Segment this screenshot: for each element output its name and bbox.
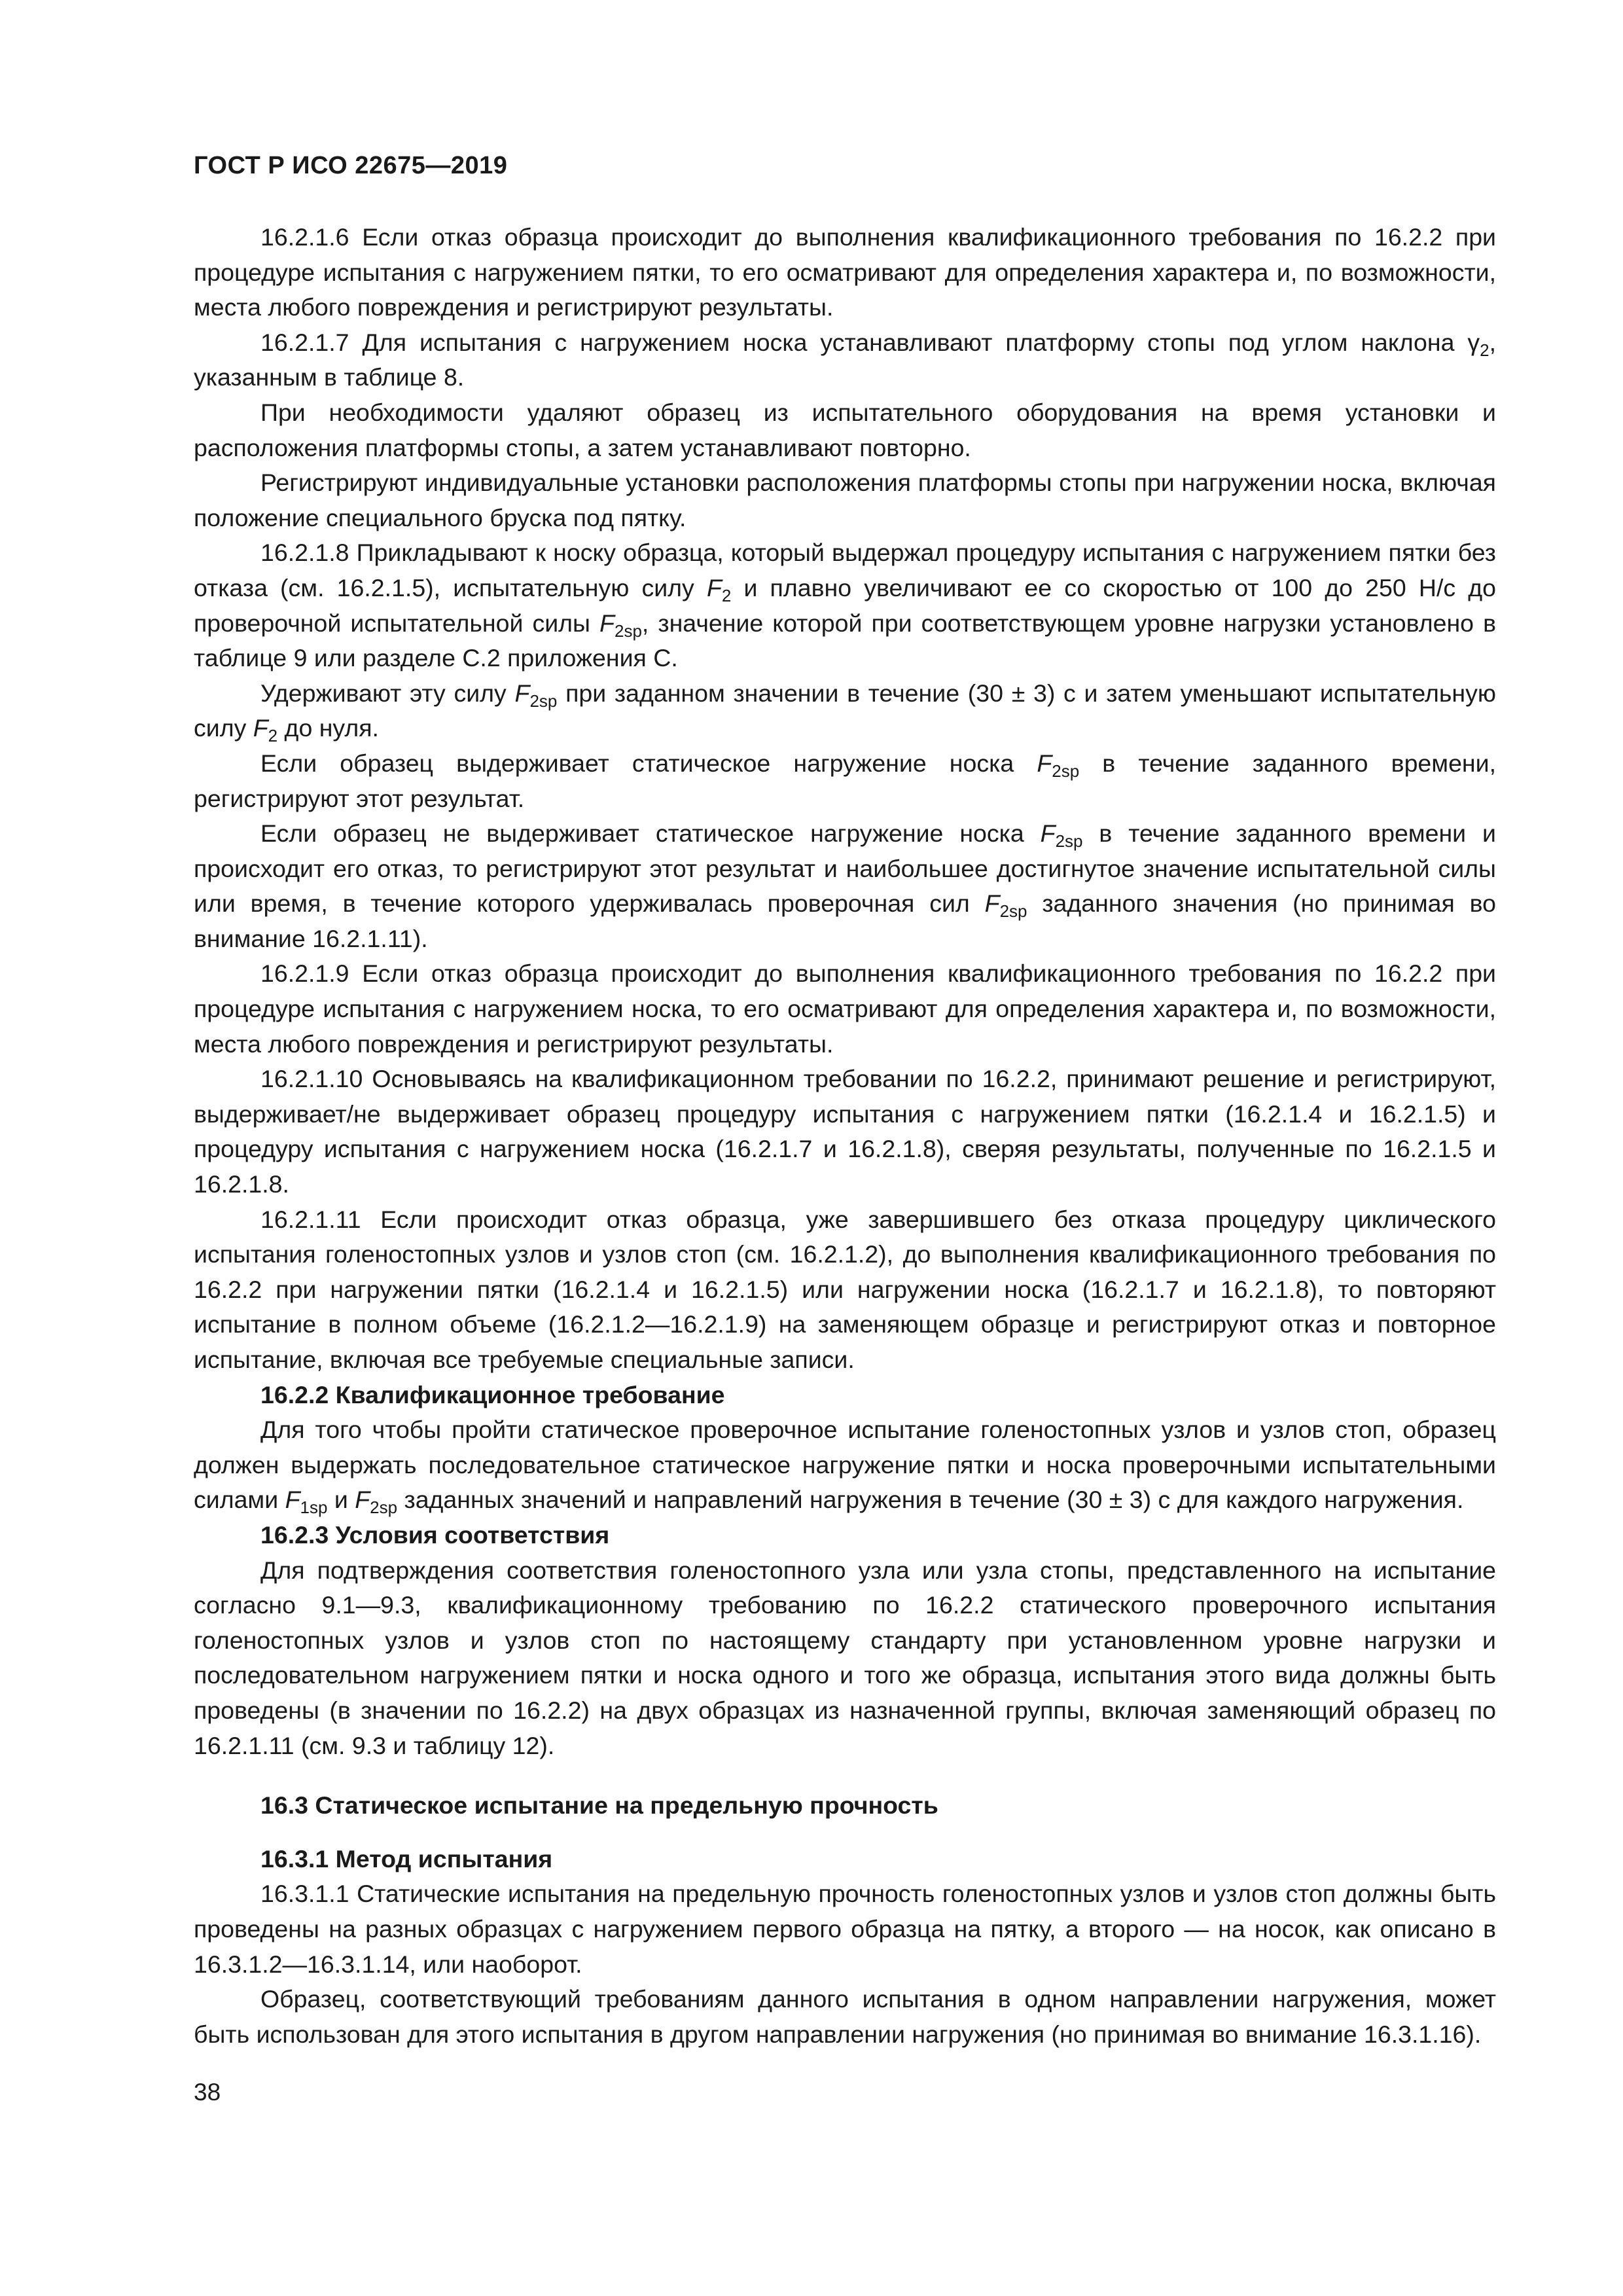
heading-16-3: 16.3 Статическое испытание на предельную прочность xyxy=(260,1791,938,1820)
heading-16-3-1: 16.3.1 Метод испытания xyxy=(260,1844,553,1873)
document-body xyxy=(194,220,1496,2052)
paragraph-specimen-passes: Если образец выдерживает статическое нагружение носка $F_{2sp}$ в течение заданного времени, регистрируют этот результат. xyxy=(194,749,1496,812)
paragraph-16-2-1-6: 16.2.1.6 Если отказ образца происходит до выполнения квалификационного требования по 16.2.2 при процедуре испытания с нагружением пятки, то его осматривают для определения характера и, по возможности, места любого повреждения и регистрируют результаты. xyxy=(194,223,1496,321)
document-header: ГОСТ Р ИСО 22675—2019 xyxy=(194,152,508,179)
paragraph-16-2-1-10: 16.2.1.10 Основываясь на квалификационном требовании по 16.2.2, принимают решение и регистрируют, выдерживает/не выдерживает образец процедуру испытания с нагружением пятки (16.2.1.4 и 16.2.1.5) и процедуру испытания с нагружением носка (16.2.1.7 и 16.2.1.8), сверяя результаты, полученные по 16.2.1.5 и 16.2.1.8. xyxy=(194,1065,1496,1198)
paragraph-16-3-1-1: 16.3.1.1 Статические испытания на предельную прочность голеностопных узлов и узлов стоп должны быть проведены на разных образцах с нагружением первого образца на пятку, а второго — на носок, как описано в 16.3.1.2—16.3.1.14, или наоборот. xyxy=(194,1880,1496,1978)
paragraph-16-2-1-9: 16.2.1.9 Если отказ образца происходит до выполнения квалификационного требования по 16.2.2 при процедуре испытания с нагружением носка, то его осматривают для определения характера и, по возможности, места любого повреждения и регистрируют результаты. xyxy=(194,960,1496,1058)
paragraph-conformity-conditions: Для подтверждения соответствия голеностопного узла или узла стопы, представленного на испытание согласно 9.1—9.3, квалификационному требованию по 16.2.2 статического проверочного испытания голеностопных узлов и узлов стоп по настоящему стандарту при установленном уровне нагрузки и последовательном нагружением пятки и носка одного и того же образца, испытания этого вида должны быть проведены (в значении по 16.2.2) на двух образцах из назначенной группы, включая заменяющий образец по 16.2.1.11 (см. 9.3 и таблицу 12). xyxy=(194,1556,1496,1759)
heading-16-2-2: 16.2.2 Квалификационное требование xyxy=(260,1380,725,1408)
page-number: 38 xyxy=(194,2079,221,2106)
paragraph-specimen-reuse: Образец, соответствующий требованиям данного испытания в одном направлении нагружения, может быть использован для этого испытания в другом направлении нагружения (но принимая во внимание 16.3.1.16). xyxy=(194,1985,1496,2048)
paragraph-register-settings: Регистрируют индивидуальные установки расположения платформы стопы при нагружении носка, включая положение специального бруска под пятку. xyxy=(194,469,1496,531)
paragraph-qualification-requirement: Для того чтобы пройти статическое проверочное испытание голеностопных узлов и узлов стоп, образец должен выдержать последовательное статическое нагружение пятки и носка проверочными испытательными силами $F_{1sp}$ и $F_{2sp}$ заданных значений и направлений нагружения в течение (30 ± 3) с для каждого нагружения. xyxy=(194,1416,1496,1518)
paragraph-hold-force: Удерживают эту силу $F_{2sp}$ при заданном значении в течение (30 ± 3) с и затем уменьшают испытательную силу $F_2$ до нуля. xyxy=(194,679,1497,746)
heading-16-2-3: 16.2.3 Условия соответствия xyxy=(260,1520,610,1549)
paragraph-specimen-fails: Если образец не выдерживает статическое нагружение носка $F_{2sp}$ в течение заданного времени и происходит его отказ, то регистрируют этот результат и наибольшее достигнутое значение испытательной силы или время, в течение которого удерживалась проверочная сил $F_{2sp}$ заданного значения (но принимая во внимание 16.2.1.11). xyxy=(194,819,1496,952)
paragraph-16-2-1-11: 16.2.1.11 Если происходит отказ образца, уже завершившего без отказа процедуру циклического испытания голеностопных узлов и узлов стоп (см. 16.2.1.2), до выполнения квалификационного требования по 16.2.2 при нагружении пятки (16.2.1.4 и 16.2.1.5) или нагружении носка (16.2.1.7 и 16.2.1.8), то повторяют испытание в полном объеме (16.2.1.2—16.2.1.9) на заменяющем образце и регистрируют отказ и повторное испытание, включая все требуемые специальные записи. xyxy=(194,1205,1496,1373)
paragraph-remove-specimen: При необходимости удаляют образец из испытательного оборудования на время установки и расположения платформы стопы, а затем устанавливают повторно. xyxy=(194,398,1496,461)
paragraph-16-2-1-8: 16.2.1.8 Прикладывают к носку образца, который выдержал процедуру испытания с нагружением пятки без отказа (см. 16.2.1.5), испытательную силу $F_2$ и плавно увеличивают ее со скоростью от 100 до 250 Н/с до проверочной испытательной силы $F_{2sp}$, значение которой при соответствующем уровне нагрузки установлено в таблице 9 или разделе С.2 приложения С. xyxy=(194,539,1497,672)
paragraph-16-2-1-7: 16.2.1.7 Для испытания с нагружением носка устанавливают платформу стопы под углом наклона $\gamma_2$, указанным в таблице 8. xyxy=(194,328,1496,391)
